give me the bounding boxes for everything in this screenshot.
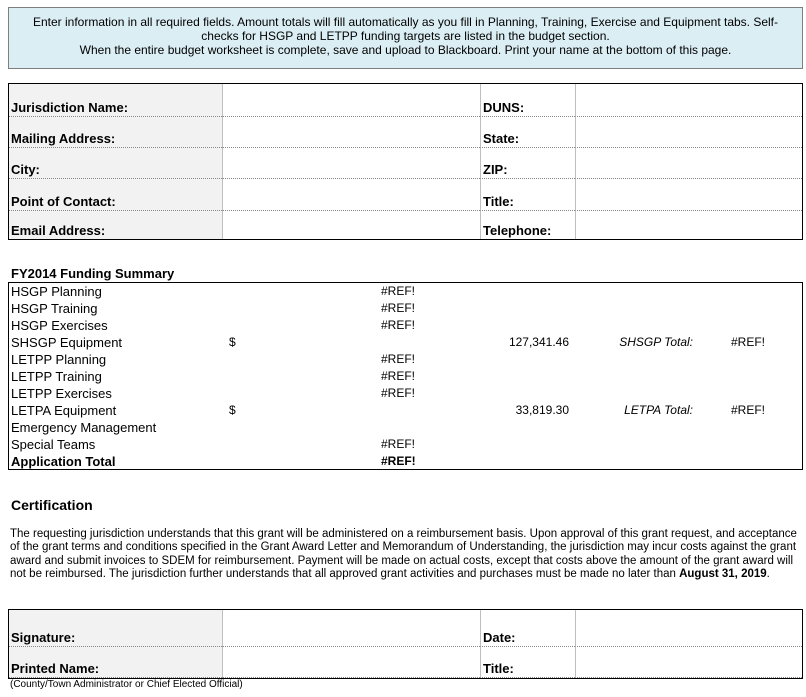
zip-input[interactable] [575, 148, 802, 179]
city-input[interactable] [222, 148, 480, 179]
table-row [9, 368, 802, 385]
table-row [9, 283, 802, 300]
row-name: HSGP Planning [11, 284, 102, 299]
instructions-line-1: Enter information in all required fields. Amount totals will fill automatically as you fill in Planning, Training, Exercise and Equipment tabs. Self- [32, 15, 779, 29]
row-amount: 127,341.46 [508, 335, 569, 349]
application-total-label: Application Total [11, 454, 116, 469]
instructions-line-3: When the entire budget worksheet is complete, save and upload to Blackboard. Print your name at the bottom of this page. [79, 43, 732, 57]
table-row [9, 300, 802, 317]
signer-role-note: (County/Town Administrator or Chief Elected Official) [10, 679, 243, 690]
table-row [9, 351, 802, 368]
row-value: #REF! [381, 386, 416, 400]
email-address-input[interactable] [222, 211, 480, 239]
table-row [9, 402, 802, 419]
jurisdiction-name-label: Jurisdiction Name: [9, 84, 222, 117]
date-input[interactable] [575, 610, 802, 647]
row-name: HSGP Exercises [11, 318, 108, 333]
certification-text [10, 528, 800, 582]
telephone-input[interactable] [575, 211, 802, 239]
state-label: State: [480, 117, 575, 148]
certification-end: . [766, 568, 770, 581]
printed-name-input[interactable] [222, 647, 480, 678]
certification-title: Certification [11, 497, 93, 513]
instructions-line-2: checks for HSGP and LETPP funding targets are listed in the budget section. [201, 29, 610, 43]
signature-input[interactable] [222, 610, 480, 647]
state-input[interactable] [575, 117, 802, 148]
row-name: Emergency Management [11, 420, 157, 435]
row-value: #REF! [381, 437, 416, 451]
certification-deadline: August 31, 2019 [679, 568, 767, 581]
duns-input[interactable] [575, 84, 802, 117]
row-value: #REF! [381, 301, 416, 315]
mailing-address-label: Mailing Address: [9, 117, 222, 148]
point-of-contact-input[interactable] [222, 179, 480, 211]
letpa-total-value: #REF! [731, 403, 766, 417]
table-row [9, 317, 802, 334]
row-name: LETPP Exercises [11, 386, 112, 401]
row-value: #REF! [381, 369, 416, 383]
currency-symbol: $ [229, 335, 236, 349]
row-value: #REF! [381, 284, 416, 298]
telephone-label: Telephone: [480, 211, 575, 239]
application-total-value: #REF! [381, 454, 416, 468]
instructions-banner [8, 7, 803, 69]
row-value: #REF! [381, 318, 416, 332]
application-total-row [9, 453, 802, 470]
signer-title-input[interactable] [575, 647, 802, 678]
row-name: SHSGP Equipment [11, 335, 123, 350]
currency-symbol: $ [229, 403, 236, 417]
jurisdiction-info-form [8, 83, 803, 240]
signer-title-label: Title: [480, 647, 575, 678]
email-address-label: Email Address: [9, 211, 222, 239]
shsgp-total-value: #REF! [731, 335, 766, 349]
duns-label: DUNS: [480, 84, 575, 117]
row-value: #REF! [381, 352, 416, 366]
signature-label: Signature: [9, 610, 222, 647]
printed-name-label: Printed Name: [9, 647, 222, 678]
signature-form [8, 609, 803, 679]
letpa-total-label: LETPA Total: [624, 403, 693, 417]
row-name: LETPP Planning [11, 352, 107, 367]
date-label: Date: [480, 610, 575, 647]
row-name: Special Teams [11, 437, 96, 452]
certification-body: The requesting jurisdiction understands that this grant will be administered on a reimbursement basis. Upon approval of this grant request, and acceptance of the grant terms and conditions specified in the Grant Award Letter and Memorandum of Understanding, the jurisdiction may incur costs against the grant award and submit invoices to SDEM for reimbursement. Payment will be made on actual costs, except that costs above the amount of the grant award will not be reimbursed. The jurisdiction further understands that all approved grant activities and purchases must be made no later than [10, 528, 797, 581]
row-amount: 33,819.30 [515, 403, 569, 417]
row-name: HSGP Training [11, 301, 98, 316]
jurisdiction-name-input[interactable] [222, 84, 480, 117]
point-of-contact-label: Point of Contact: [9, 179, 222, 211]
city-label: City: [9, 148, 222, 179]
title-label: Title: [480, 179, 575, 211]
shsgp-total-label: SHSGP Total: [619, 335, 693, 349]
table-row [9, 419, 802, 436]
table-row [9, 385, 802, 402]
table-row [9, 334, 802, 351]
row-name: LETPA Equipment [11, 403, 117, 418]
funding-summary-title: FY2014 Funding Summary [11, 266, 175, 281]
funding-summary-table [8, 282, 803, 470]
zip-label: ZIP: [480, 148, 575, 179]
title-input[interactable] [575, 179, 802, 211]
row-name: LETPP Training [11, 369, 102, 384]
mailing-address-input[interactable] [222, 117, 480, 148]
table-row [9, 436, 802, 453]
